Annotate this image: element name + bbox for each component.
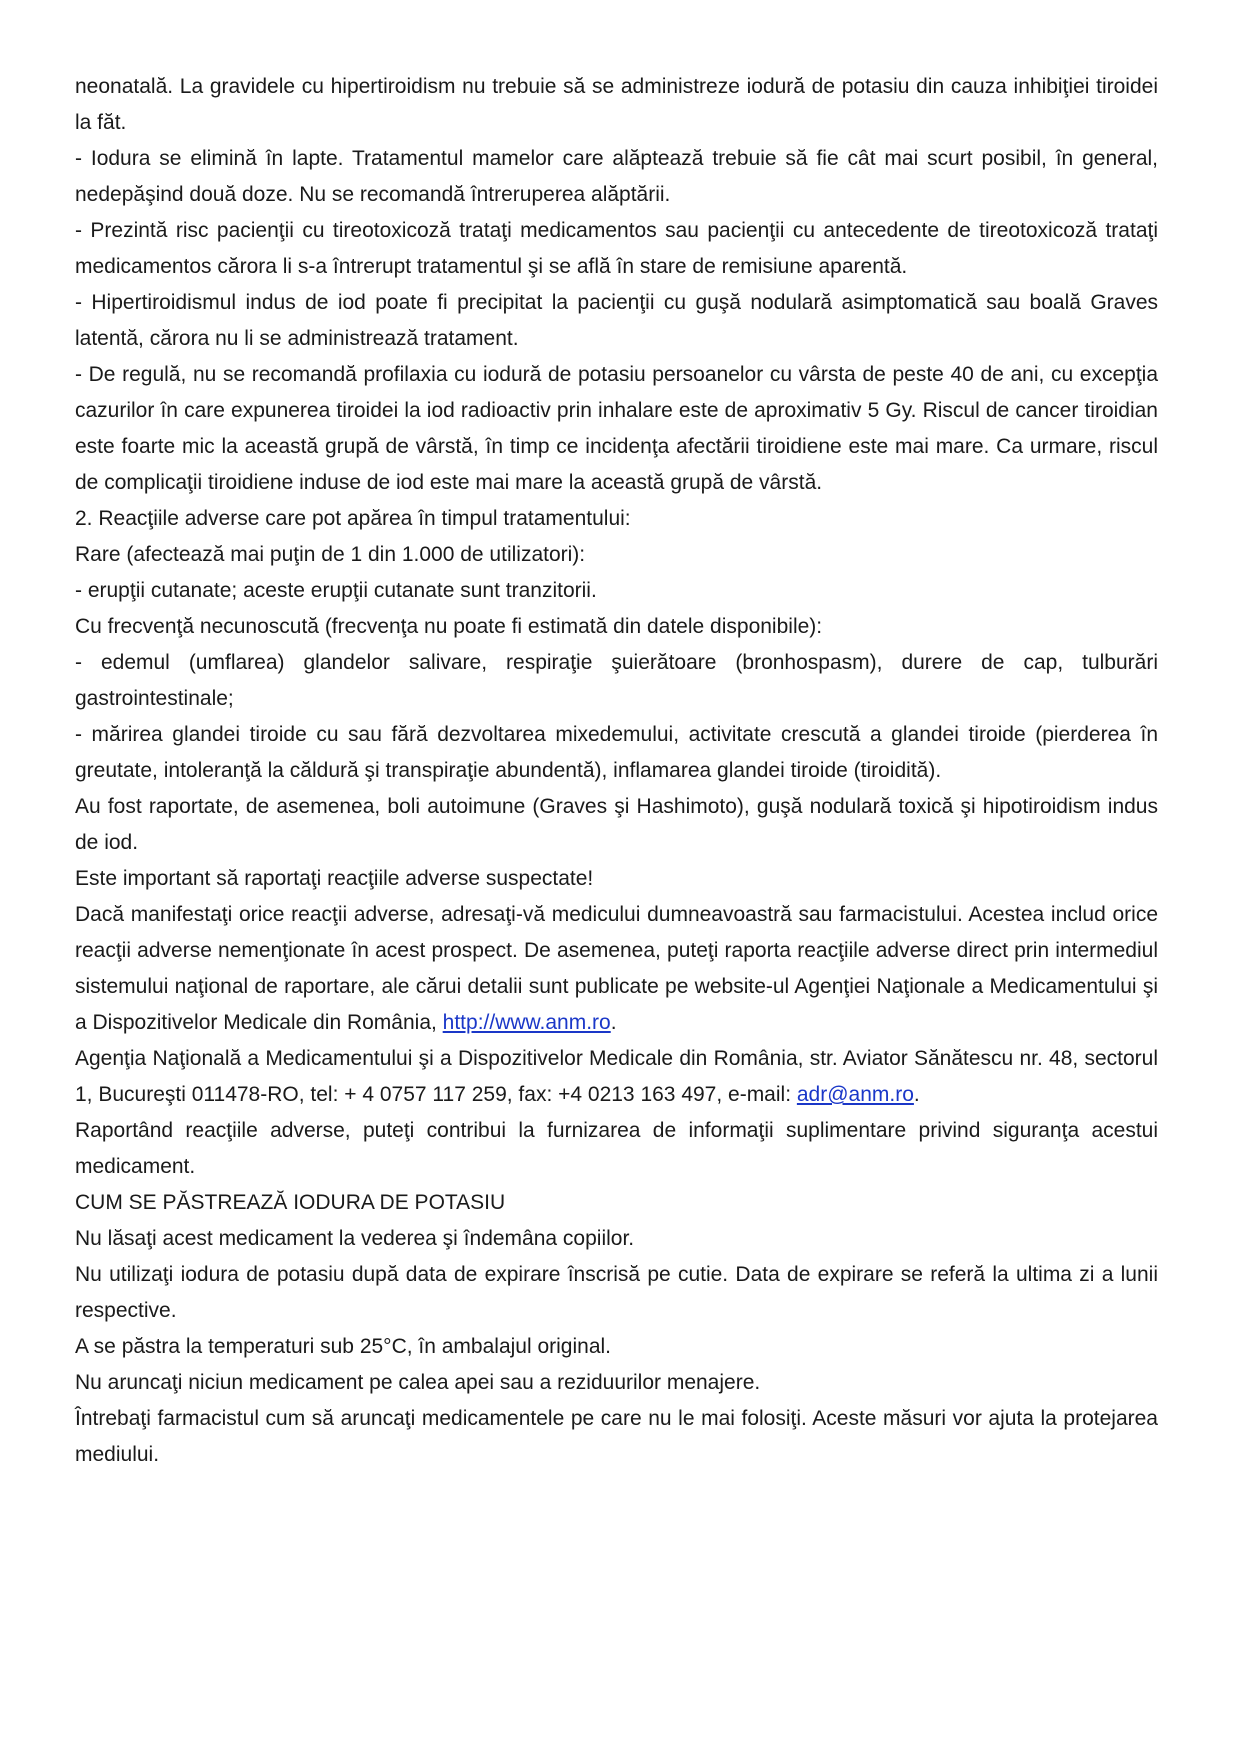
- paragraph-storage-temperature: A se păstra la temperaturi sub 25°C, în ambalajul original.: [75, 1335, 612, 1358]
- reporting-info-text: Dacă manifestaţi orice reacţii adverse, adresaţi-vă medicului dumneavoastră sau farmacistului. Acestea includ orice reacţii adverse nemenţionate în acest prospect. De asemenea, puteţi raporta reacţiile adverse direct prin intermediul sistemului naţional de raportare, ale cărui detalii sunt publicate pe website-ul Agenţiei Naţionale a Medicamentului şi a Dispozitivelor Medicale din România,: [75, 903, 1158, 1034]
- list-item-skin-eruptions: - erupţii cutanate; aceste erupţii cutanate sunt tranzitorii.: [75, 579, 597, 602]
- document-page: [75, 69, 1158, 1473]
- section-heading-storage: CUM SE PĂSTREAZĂ IODURA DE POTASIU: [75, 1191, 506, 1214]
- paragraph-age-prophylaxis: - De regulă, nu se recomandă profilaxia cu iodură de potasiu persoanelor cu vârsta de peste 40 de ani, cu excepţia cazurilor în care expunerea tiroidei la iod radioactiv prin inhalare este de aproximativ 5 Gy. Riscul de cancer tiroidian este foarte mic la această grupă de vârstă, în timp ce incidenţa afectării tiroidiene este mai mare. Ca urmare, riscul de complicaţii tiroidiene induse de iod este mai mare la această grupă de vârstă.: [75, 363, 1158, 494]
- anm-website-link[interactable]: http://www.anm.ro: [442, 1011, 611, 1034]
- list-item-thyroid-enlargement: - mărirea glandei tiroide cu sau fără dezvoltarea mixedemului, activitate crescută a glandei tiroide (pierderea în greutate, intoleranţă la căldură şi transpiraţie abundentă), inflamarea glandei tiroide (tiroidită).: [75, 723, 1158, 782]
- section-heading-adverse-reactions: 2. Reacţiile adverse care pot apărea în timpul tratamentului:: [75, 507, 631, 530]
- paragraph-disposal: Nu aruncaţi niciun medicament pe calea apei sau a reziduurilor menajere.: [75, 1371, 761, 1394]
- paragraph-breastfeeding: - Iodura se elimină în lapte. Tratamentul mamelor care alăptează trebuie să fie cât mai scurt posibil, în general, nedepăşind două doze. Nu se recomandă întreruperea alăptării.: [75, 147, 1158, 206]
- paragraph-reporting-info: [75, 897, 1158, 1041]
- adr-email-link[interactable]: adr@anm.ro: [796, 1083, 914, 1106]
- paragraph-hyperthyroidism: - Hipertiroidismul indus de iod poate fi precipitat la pacienţii cu guşă nodulară asimptomatică sau boală Graves latentă, cărora nu li se administrează tratament.: [75, 291, 1158, 350]
- paragraph-agency-contact: [75, 1041, 1158, 1113]
- agency-contact-end: .: [913, 1083, 920, 1106]
- paragraph-expiry: Nu utilizaţi iodura de potasiu după data de expirare înscrisă pe cutie. Data de expirare se referă la ultima zi a lunii respective.: [75, 1263, 1158, 1322]
- list-item-edema: - edemul (umflarea) glandelor salivare, respiraţie şuierătoare (bronhospasm), durere de cap, tulburări gastrointestinale;: [75, 651, 1158, 710]
- paragraph-unknown-frequency: Cu frecvenţă necunoscută (frecvenţa nu poate fi estimată din datele disponibile):: [75, 615, 823, 638]
- paragraph-reporting-benefit: Raportând reacţiile adverse, puteţi contribui la furnizarea de informaţii suplimentare privind siguranţa acestui medicament.: [75, 1119, 1158, 1178]
- paragraph-report-importance: Este important să raportaţi reacţiile adverse suspectate!: [75, 867, 594, 890]
- agency-contact-text: Agenţia Naţională a Medicamentului şi a Dispozitivelor Medicale din România, str. Aviator Sănătescu nr. 48, sectorul 1, Bucureşti 011478-RO, tel: + 4 0757 117 259, fax: +4 0213 163 497, e-mail:: [75, 1047, 1158, 1106]
- reporting-info-end: .: [610, 1011, 617, 1034]
- paragraph-pregnancy-note: neonatală. La gravidele cu hipertiroidism nu trebuie să se administreze iodură de potasiu din cauza inhibiţiei tiroidei la făt.: [75, 75, 1158, 134]
- paragraph-pharmacist-disposal: Întrebaţi farmacistul cum să aruncaţi medicamentele pe care nu le mai folosiţi. Aceste măsuri vor ajuta la protejarea mediului.: [75, 1407, 1158, 1466]
- paragraph-autoimmune: Au fost raportate, de asemenea, boli autoimune (Graves şi Hashimoto), guşă nodulară toxică şi hipotiroidism indus de iod.: [75, 795, 1158, 854]
- paragraph-keep-away-children: Nu lăsaţi acest medicament la vederea şi îndemâna copiilor.: [75, 1227, 635, 1250]
- paragraph-rare-frequency: Rare (afectează mai puţin de 1 din 1.000 de utilizatori):: [75, 543, 586, 566]
- paragraph-thyrotoxicosis-risk: - Prezintă risc pacienţii cu tireotoxicoză trataţi medicamentos sau pacienţii cu antecedente de tireotoxicoză trataţi medicamentos cărora li s-a întrerupt tratamentul şi se află în stare de remisiune aparentă.: [75, 219, 1158, 278]
